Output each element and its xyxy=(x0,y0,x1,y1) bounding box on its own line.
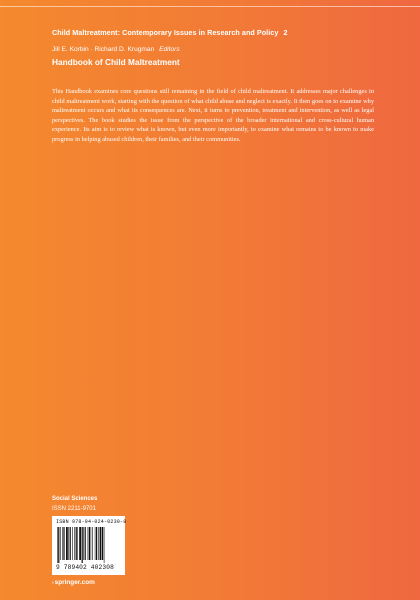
arrow-icon: › xyxy=(52,580,54,586)
barcode-bar xyxy=(62,527,63,560)
barcode-image xyxy=(56,527,121,563)
barcode-bar xyxy=(88,527,89,560)
editors-line xyxy=(52,46,180,53)
barcode-bar xyxy=(58,527,59,563)
series-number: 2 xyxy=(283,28,288,37)
series-title-line xyxy=(52,28,288,37)
barcode-bar xyxy=(91,527,92,560)
barcode-digits: 9 789402 402308 xyxy=(56,564,114,571)
barcode-bar xyxy=(79,527,81,560)
barcode-bar xyxy=(74,527,75,560)
barcode-bar xyxy=(68,527,69,560)
barcode-bar xyxy=(82,527,83,563)
barcode-bar xyxy=(98,527,99,560)
barcode-bar xyxy=(102,527,103,560)
barcode-bar xyxy=(100,527,102,560)
barcode-bar xyxy=(64,527,65,560)
isbn-label: ISBN 978-94-024-0230-8 xyxy=(56,519,127,525)
top-rule xyxy=(0,6,420,7)
barcode-bar xyxy=(60,527,61,560)
barcode-bar xyxy=(77,527,78,560)
barcode-bar xyxy=(76,527,77,560)
publisher-url xyxy=(52,579,95,586)
back-cover-blurb: This Handbook examines core questions still remaining in the field of child maltreatment. It addresses major challenges in child maltreatment work, starting with the question of what child abuse and neglect is exactly. It then goes on to examine why maltreatment occurs and what its consequences are. Next, it turns to prevention, treatment and intervention, as well as legal perspectives. The book studies the issue from the perspective of the broader international and cross-cultural human experience. Its aim is to review what is known, but even more importantly, to examine what remains to be known to make progress in helping abused children, their families, and their communities. xyxy=(52,88,374,143)
publisher-url-text: springer.com xyxy=(54,579,95,586)
issn-number: ISSN 2211-9701 xyxy=(52,506,96,512)
barcode-block xyxy=(52,516,125,575)
barcode-bar xyxy=(92,527,93,560)
barcode-bar xyxy=(96,527,97,560)
series-title: Child Maltreatment: Contemporary Issues in Research and Policy xyxy=(52,28,279,37)
subject-category: Social Sciences xyxy=(52,496,98,502)
editors-role: Editors xyxy=(159,46,180,53)
barcode-bar xyxy=(89,527,90,560)
barcode-bar xyxy=(72,527,73,560)
barcode-bar xyxy=(83,527,84,560)
barcode-bar xyxy=(57,527,58,563)
editor-names: Jill E. Korbin · Richard D. Krugman xyxy=(52,46,155,53)
barcode-bar xyxy=(70,527,71,560)
barcode-bar xyxy=(104,527,105,563)
barcode-bar xyxy=(95,527,96,560)
barcode-bar xyxy=(85,527,86,560)
book-title: Handbook of Child Maltreatment xyxy=(52,57,180,67)
barcode-bar xyxy=(66,527,68,560)
